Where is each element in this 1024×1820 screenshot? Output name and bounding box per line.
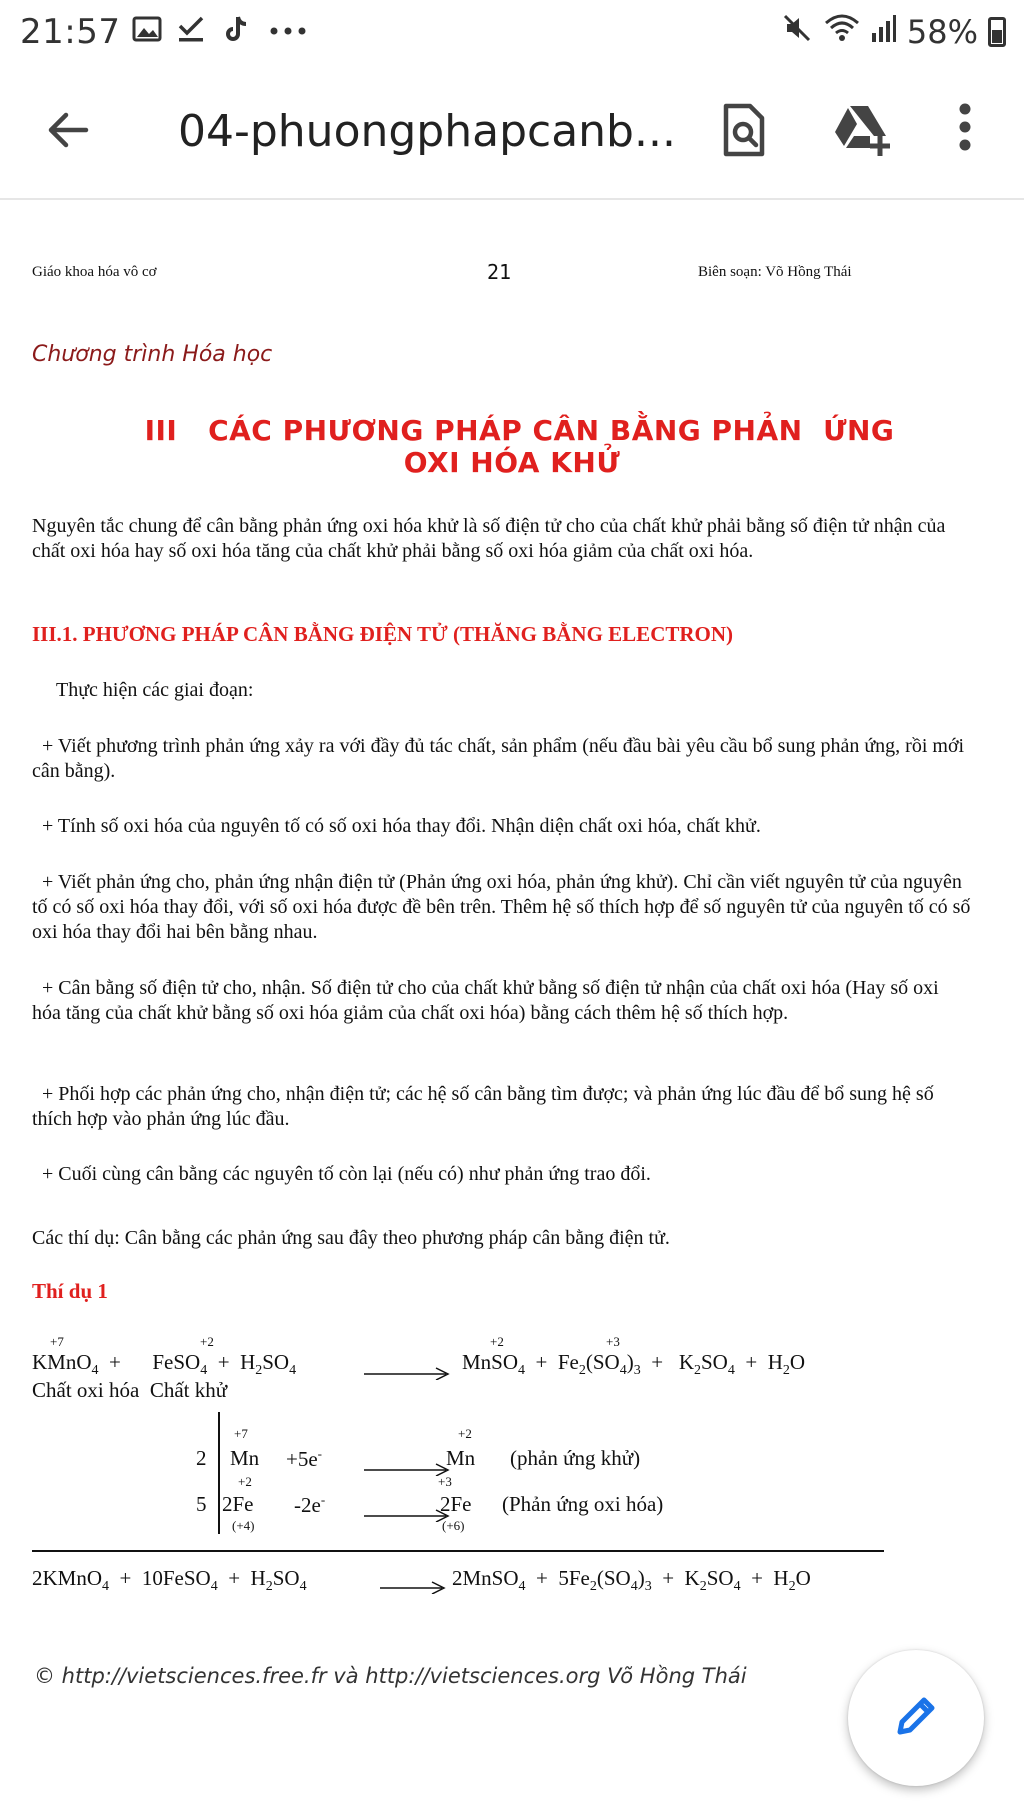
edit-fab-button[interactable] bbox=[848, 1650, 984, 1786]
back-arrow-icon[interactable] bbox=[44, 106, 92, 159]
reaction-products: MnSO$_4$ + $Fe_2(SO_4)_3 + K_2SO_4 + H_2O$ bbox=[462, 1350, 806, 1379]
step-2: + Tính số oxi hóa của nguyên tố có số oxi hóa thay đổi. Nhận diện chất oxi hóa, chất khử. bbox=[42, 815, 761, 837]
reaction-arrow bbox=[364, 1364, 450, 1380]
half-arrow-2 bbox=[364, 1506, 450, 1522]
fe-left-total: (+4) bbox=[232, 1518, 255, 1533]
header-left: Giáo khoa hóa vô cơ bbox=[32, 264, 157, 280]
reaction-equation: KMnO$_4$ + FeSO$_4$ + $H_2SO_4$ bbox=[32, 1350, 297, 1379]
chapter-title-line2: OXI HÓA KHỬ bbox=[403, 446, 621, 479]
add-to-drive-icon[interactable] bbox=[832, 102, 894, 163]
step-4: + Cân bằng số điện tử cho, nhận. Số điện tử cho của chất khử bằng số điện tử nhận của chất oxi hóa (Hay số oxi hóa tăng của chất khử bằng số oxi hóa giảm của chất oxi hóa) bằng cách thêm hệ số thích hợp. bbox=[32, 977, 939, 1024]
status-bar bbox=[0, 0, 1024, 64]
coef-mn: 2 bbox=[196, 1446, 207, 1470]
formula-fe2so43: $Fe_2(SO_4)_3$ bbox=[557, 1350, 641, 1379]
steps-intro: Thực hiện các giai đoạn: bbox=[56, 679, 254, 701]
more-dots-icon bbox=[268, 22, 308, 41]
ox-fe-left: +2 bbox=[238, 1474, 252, 1489]
battery-text: 58% bbox=[906, 13, 978, 51]
header-right: Biên soạn: Võ Hồng Thái bbox=[698, 264, 852, 280]
footer-credits: © http://vietsciences.free.fr và http://vietsciences.org Võ Hồng Thái bbox=[34, 1664, 747, 1688]
ox-mn-right: +2 bbox=[458, 1426, 472, 1441]
electrons-lost: -2e- bbox=[294, 1492, 326, 1517]
more-options-icon[interactable] bbox=[958, 102, 972, 157]
ox-kmno4: +7 bbox=[50, 1334, 64, 1349]
ox-mnso4: +2 bbox=[490, 1334, 504, 1349]
formula-feso4: FeSO$_4$ bbox=[152, 1350, 208, 1379]
page-number: 21 bbox=[487, 260, 512, 284]
ox-mn-left: +7 bbox=[234, 1426, 248, 1441]
intro-paragraph: Nguyên tắc chung để cân bằng phản ứng oxi hóa khử là số điện tử cho của chất khử phải bằng số điện tử nhận của chất oxi hóa hay số oxi hóa tăng của chất khử phải bằng số oxi hóa giảm của chất oxi hóa. bbox=[32, 515, 946, 562]
wifi-icon bbox=[823, 12, 861, 52]
mn-right: Mn bbox=[446, 1446, 476, 1470]
note-oxidation: (Phản ứng oxi hóa) bbox=[502, 1492, 664, 1516]
download-done-icon bbox=[176, 14, 206, 48]
edit-pencil-icon bbox=[890, 1690, 942, 1747]
balanced-arrow bbox=[380, 1578, 446, 1594]
tiktok-icon bbox=[222, 14, 252, 48]
formula-mnso4: MnSO$_4$ bbox=[462, 1350, 526, 1379]
electrons-gained: +5e- bbox=[286, 1446, 323, 1471]
document-title: 04-phuongphapcanb... bbox=[178, 106, 676, 157]
coef-fe: 5 bbox=[196, 1492, 207, 1516]
battery-icon bbox=[988, 17, 1006, 47]
program-title: Chương trình Hóa học bbox=[32, 342, 273, 367]
step-6: + Cuối cùng cân bằng các nguyên tố còn lại (nếu có) như phản ứng trao đổi. bbox=[42, 1163, 651, 1185]
image-icon bbox=[132, 14, 162, 48]
balanced-products: 2MnSO$_4$ + $5Fe_2(SO_4)_3 + K_2SO_4 + H_2O$ bbox=[452, 1566, 811, 1595]
mn-left: Mn bbox=[230, 1446, 260, 1470]
step-1: + Viết phương trình phản ứng xảy ra với đầy đủ tác chất, sản phẩm (nếu đầu bài yêu cầu bổ sung phản ứng, rồi mới cân bằng). bbox=[32, 735, 965, 782]
app-bar bbox=[0, 64, 1024, 200]
examples-intro: Các thí dụ: Cân bằng các phản ứng sau đây theo phương pháp cân bằng điện tử. bbox=[32, 1227, 670, 1249]
fe-right: 2Fe bbox=[440, 1492, 472, 1516]
find-in-document-icon[interactable] bbox=[720, 102, 768, 163]
ox-fe-right: +3 bbox=[438, 1474, 452, 1489]
example-label: Thí dụ 1 bbox=[32, 1279, 108, 1303]
signal-icon bbox=[871, 13, 897, 51]
divider-line bbox=[32, 1550, 884, 1552]
role-oxidant: Chất oxi hóa bbox=[32, 1378, 140, 1402]
formula-kmno4: KMnO$_4$ bbox=[32, 1350, 99, 1379]
note-reduction: (phản ứng khử) bbox=[510, 1446, 641, 1470]
formula-h2o: $H_2O$ bbox=[767, 1350, 806, 1379]
mute-icon bbox=[781, 12, 813, 52]
step-5: + Phối hợp các phản ứng cho, nhận điện tử; các hệ số cân bằng tìm được; và phản ứng lúc đầu để bổ sung hệ số thích hợp vào phản ứng lúc đầu. bbox=[32, 1083, 934, 1130]
fe-left: 2Fe bbox=[222, 1492, 254, 1516]
step-3: + Viết phản ứng cho, phản ứng nhận điện tử (Phản ứng oxi hóa, phản ứng khử). Chỉ cần viết nguyên tử của nguyên tố có số oxi hóa thay đổi, với số oxi hóa được đề bên trên. Thêm hệ số thích hợp để số nguyên tử của nguyên tố có số oxi hóa thay đổi hai bên bằng nhau. bbox=[32, 871, 971, 943]
status-time: 21:57 bbox=[20, 12, 121, 52]
fe-right-total: (+6) bbox=[442, 1518, 465, 1533]
section-title: III.1. PHƯƠNG PHÁP CÂN BẰNG ĐIỆN TỬ (THĂNG BẰNG ELECTRON) bbox=[32, 622, 734, 646]
role-reductant: Chất khử bbox=[149, 1378, 228, 1402]
balanced-reactants: 2KMnO$_4$ + 10FeSO$_4$ + $H_2SO_4$ bbox=[32, 1566, 307, 1595]
formula-k2so4: $K_2SO_4$ bbox=[678, 1350, 735, 1379]
role-labels bbox=[32, 1378, 227, 1403]
ox-feso4: +2 bbox=[200, 1334, 214, 1349]
ox-fe2: +3 bbox=[606, 1334, 620, 1349]
formula-h2so4: $H_2SO_4$ bbox=[240, 1350, 297, 1379]
document-page bbox=[0, 202, 1024, 1820]
chapter-title-line1: III CÁC PHƯƠNG PHÁP CÂN BẰNG PHẢN ỨNG bbox=[144, 414, 895, 447]
half-reaction-bracket bbox=[218, 1412, 220, 1534]
